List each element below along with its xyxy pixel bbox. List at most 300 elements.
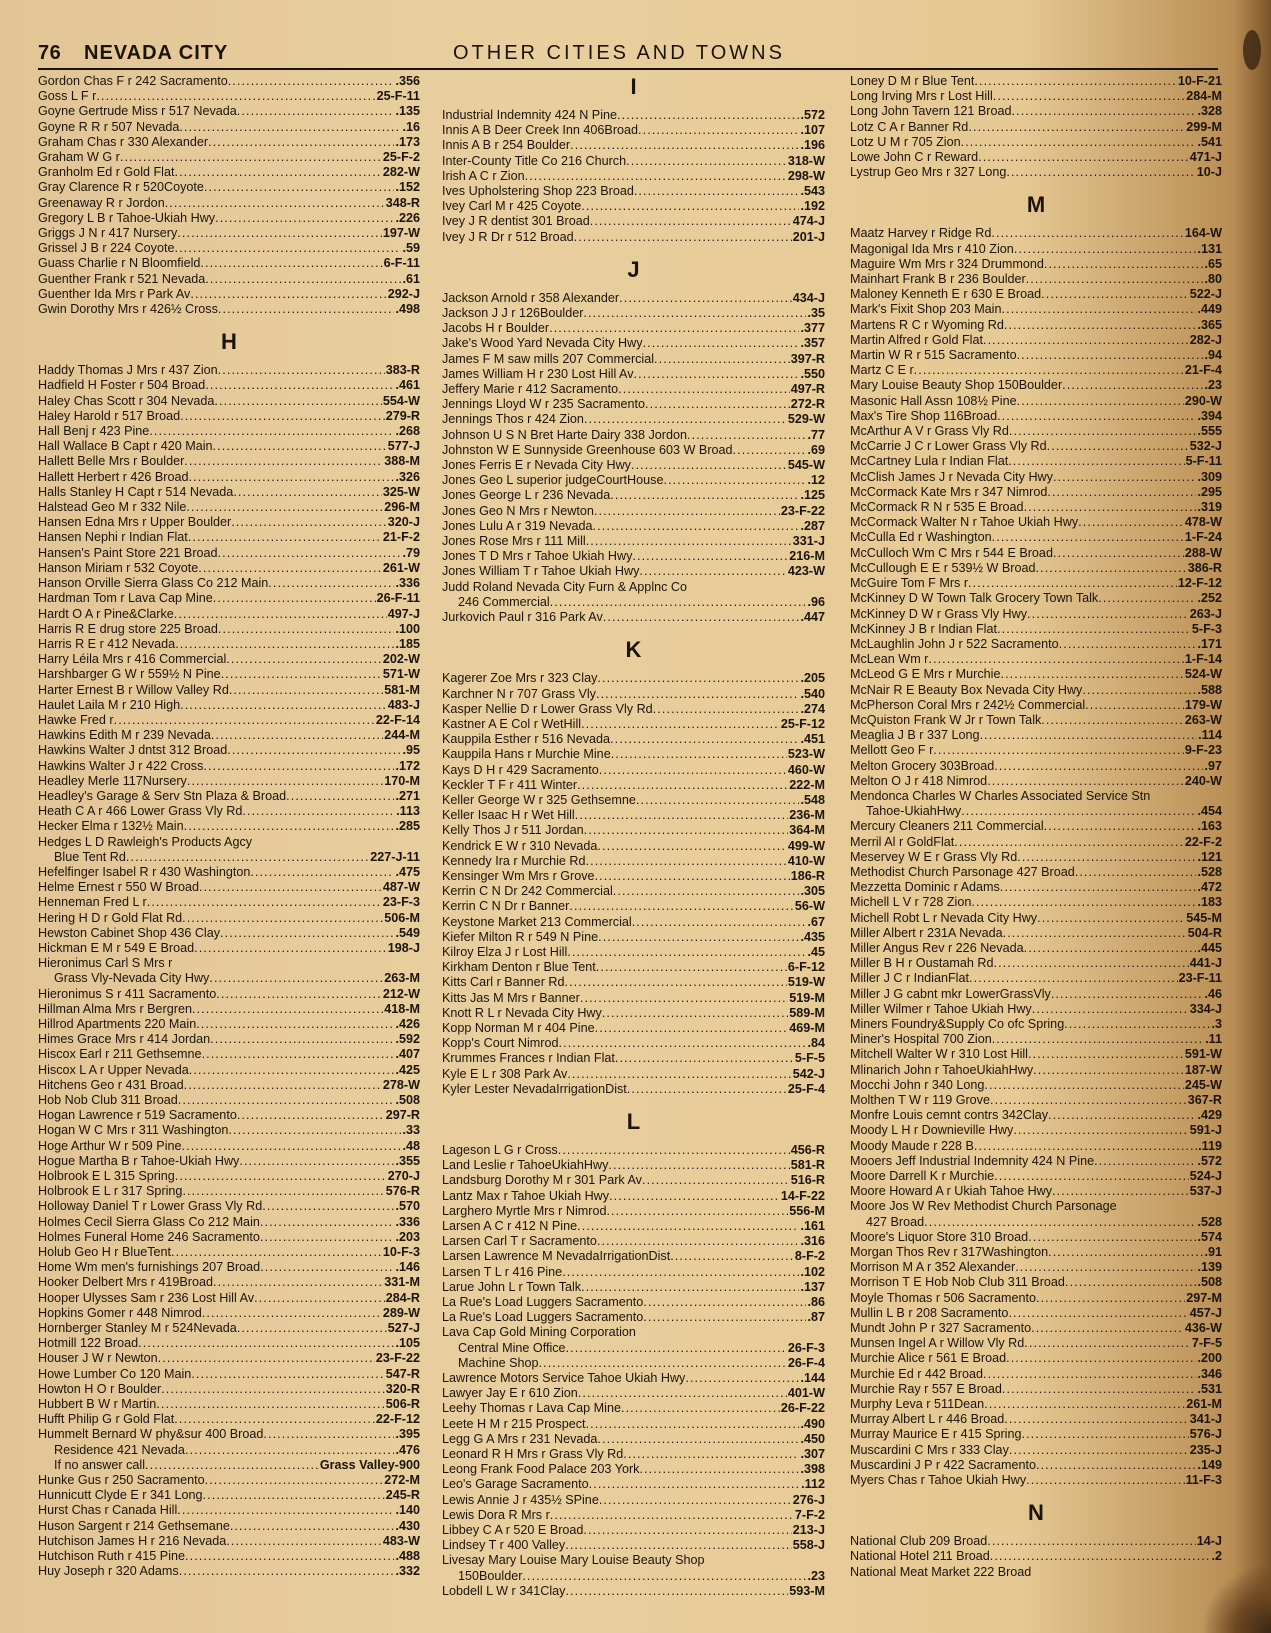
entry-phone: 5-F-3 — [1191, 621, 1222, 636]
dot-leader — [194, 941, 387, 956]
directory-entry — [850, 1154, 1222, 1169]
directory-entry — [442, 428, 825, 443]
dot-leader — [1009, 424, 1197, 439]
directory-entry — [442, 1067, 825, 1082]
directory-entry — [442, 1584, 825, 1599]
directory-entry — [38, 241, 420, 256]
dot-leader — [1065, 1275, 1197, 1290]
dot-leader — [993, 89, 1186, 104]
directory-entry — [850, 576, 1222, 591]
entry-name: Kelly Thos J r 511 Jordan — [442, 823, 584, 838]
directory-entry — [850, 850, 1222, 865]
entry-name: Melton Grocery 303Broad — [850, 758, 995, 773]
page-number: 76 — [38, 42, 62, 64]
entry-name: Goyne R R r 507 Nevada — [38, 119, 180, 134]
entry-name: Innis A B r 254 Boulder — [442, 138, 571, 153]
directory-entry — [442, 1477, 825, 1492]
directory-entry — [38, 1123, 420, 1138]
directory-entry — [442, 534, 825, 549]
entry-name: Moore's Liquor Store 310 Broad — [850, 1229, 1029, 1244]
entry-name: Miller J G cabnt mkr LowerGrassVly — [850, 986, 1051, 1001]
entry-name: Hickman E M r 549 E Broad — [38, 940, 195, 955]
directory-entry — [442, 975, 825, 990]
entry-name: Mercury Cleaners 211 Commercial — [850, 819, 1044, 834]
entry-phone: .79 — [402, 545, 420, 560]
directory-entry — [38, 1032, 420, 1047]
entry-phone: 545-M — [1186, 910, 1222, 925]
entry-name: Leo's Garage Sacramento — [442, 1477, 589, 1492]
entry-phone: 26-F-4 — [787, 1355, 825, 1370]
entry-phone: 571-W — [382, 667, 420, 682]
entry-phone: 516-R — [790, 1173, 825, 1188]
directory-entry — [38, 135, 420, 150]
entry-name: Hunke Gus r 250 Sacramento — [38, 1473, 205, 1488]
dot-leader — [1024, 500, 1197, 515]
directory-entry — [850, 1139, 1222, 1154]
entry-name: Krummes Frances r Indian Flat — [442, 1051, 615, 1066]
entry-name: Gray Clarence R r 520Coyote — [38, 180, 204, 195]
entry-name: Miller Wilmer r Tahoe Ukiah Hwy — [850, 1001, 1032, 1016]
entry-name: Jacobs H r Boulder — [442, 321, 550, 336]
entry-phone: .336 — [395, 576, 420, 591]
entry-phone: .91 — [1204, 1245, 1222, 1260]
directory-entry — [850, 1245, 1222, 1260]
dot-leader — [597, 839, 787, 854]
entry-phone: 5-F-5 — [794, 1051, 825, 1066]
directory-entry — [850, 789, 1222, 804]
entry-name: Howton H O r Boulder — [38, 1381, 162, 1396]
entry-name: Hanson Orville Sierra Glass Co 212 Main — [38, 576, 269, 591]
directory-entry — [442, 1158, 825, 1173]
entry-phone: 545-W — [787, 458, 825, 473]
entry-phone: 331-M — [384, 1275, 420, 1290]
dot-leader — [1017, 850, 1196, 865]
dot-leader — [237, 1321, 387, 1336]
letter-heading-h: H — [221, 329, 237, 355]
entry-phone: 56-W — [794, 899, 825, 914]
dot-leader — [192, 1002, 383, 1017]
entry-name: Hubbert B W r Martin — [38, 1397, 157, 1412]
entry-name: Lewis Dora R Mrs r — [442, 1507, 550, 1522]
directory-entry — [442, 1569, 825, 1584]
entry-phone: 284-M — [1186, 89, 1222, 104]
dot-leader — [634, 367, 800, 382]
entry-phone: .200 — [1197, 1351, 1222, 1366]
dot-leader — [203, 1488, 385, 1503]
dot-leader — [171, 1245, 382, 1260]
entry-name: Guass Charlie r N Bloomfield — [38, 256, 201, 271]
entry-phone: .550 — [800, 366, 825, 381]
directory-entry — [850, 165, 1222, 180]
directory-entry — [442, 1280, 825, 1295]
entry-name: Kendrick E W r 310 Nevada — [442, 838, 598, 853]
directory-column-2 — [442, 74, 825, 1599]
dot-leader — [643, 336, 800, 351]
entry-phone: 554-W — [382, 393, 420, 408]
entry-phone: 26-F-22 — [780, 1401, 825, 1416]
entry-name: Molthen T W r 119 Grove — [850, 1093, 990, 1107]
directory-entry — [38, 941, 420, 956]
entry-phone: 456-R — [790, 1142, 825, 1157]
entry-phone: 8-F-2 — [794, 1249, 825, 1264]
directory-entry — [442, 1051, 825, 1066]
entry-name: Larsen Carl T r Sacramento — [442, 1234, 597, 1249]
entry-name: Loney D M r Blue Tent — [850, 74, 975, 88]
directory-entry — [850, 1565, 1222, 1580]
entry-phone: .274 — [800, 701, 825, 716]
entry-name: Haulet Laila M r 210 High — [38, 697, 181, 712]
entry-name: Johnson U S N Bret Harte Dairy 338 Jordon — [442, 427, 687, 442]
entry-name: Jones William T r Tahoe Ukiah Hwy — [442, 564, 640, 579]
entry-name: Lystrup Geo Mrs r 327 Long — [850, 165, 1007, 180]
entry-name: Murphy Leva r 511Dean — [850, 1397, 985, 1412]
dot-leader — [229, 683, 383, 698]
dot-leader — [198, 561, 382, 576]
entry-phone: .475 — [395, 864, 420, 879]
entry-phone: 441-J — [1189, 956, 1222, 971]
m-entries — [850, 226, 1222, 1488]
entry-phone: 278-W — [382, 1077, 420, 1092]
entry-name: Murray Maurice E r 415 Spring — [850, 1427, 1022, 1442]
dot-leader — [1085, 698, 1184, 713]
dot-leader — [627, 1082, 787, 1097]
entry-phone: .149 — [1197, 1457, 1222, 1472]
directory-entry — [38, 1503, 420, 1518]
directory-entry — [442, 610, 825, 625]
entry-phone: .285 — [395, 819, 420, 834]
entry-phone: .574 — [1197, 1229, 1222, 1244]
dot-leader — [577, 778, 788, 793]
entry-phone: 290-W — [1184, 393, 1222, 408]
directory-entry — [850, 150, 1222, 165]
entry-name: Kensinger Wm Mrs r Grove — [442, 868, 595, 883]
dot-leader — [994, 1169, 1189, 1184]
entry-name: Johnston W E Sunnyside Greenhouse 603 W Broad — [442, 442, 733, 457]
dot-leader — [227, 743, 401, 758]
dot-leader — [237, 1108, 385, 1123]
directory-entry — [850, 257, 1222, 272]
entry-phone: 263-M — [384, 971, 420, 986]
directory-entry — [850, 454, 1222, 469]
dot-leader — [990, 1549, 1211, 1564]
entry-name: 427 Broad — [866, 1214, 925, 1229]
entry-name: McKinney J B r Indian Flat — [850, 621, 997, 636]
directory-entry — [38, 759, 420, 774]
dot-leader — [1047, 485, 1196, 500]
entry-phone: 297-R — [385, 1108, 420, 1123]
dot-leader — [990, 1093, 1187, 1108]
entry-phone: 519-W — [787, 975, 825, 990]
directory-entry — [442, 443, 825, 458]
dot-leader — [220, 926, 394, 941]
entry-phone: 506-M — [384, 910, 420, 925]
entry-phone: .172 — [395, 758, 420, 773]
entry-name: Mary Louise Beauty Shop 150Boulder — [850, 378, 1063, 393]
directory-entry — [442, 991, 825, 1006]
entry-phone: 383-R — [385, 363, 420, 378]
directory-entry — [850, 774, 1222, 789]
directory-entry — [38, 409, 420, 424]
entry-name: 150Boulder — [458, 1568, 523, 1583]
directory-entry — [38, 1078, 420, 1093]
letter-heading-n: N — [1028, 1500, 1044, 1526]
directory-entry — [38, 256, 420, 271]
entry-phone: 6-F-12 — [787, 960, 825, 975]
dot-leader — [595, 869, 790, 884]
entry-name: Grissel J B r 224 Coyote — [38, 241, 175, 256]
entry-phone: .365 — [1197, 317, 1222, 332]
dot-leader — [1048, 1245, 1203, 1260]
entry-name: Hooker Delbert Mrs r 419Broad — [38, 1275, 213, 1290]
entry-phone: .46 — [1204, 986, 1222, 1001]
entry-phone: 25-F-2 — [382, 150, 420, 165]
directory-entry — [850, 242, 1222, 257]
entry-name: Myers Chas r Tahoe Ukiah Hwy — [850, 1473, 1027, 1488]
dot-leader — [1053, 470, 1197, 485]
dot-leader — [185, 1549, 394, 1564]
dot-leader — [626, 154, 787, 169]
directory-entry — [850, 728, 1222, 743]
directory-entry — [38, 454, 420, 469]
dot-leader — [1000, 880, 1197, 895]
entry-name: McClish James J r Nevada City Hwy — [850, 469, 1053, 484]
entry-name: Kagerer Zoe Mrs r 323 Clay — [442, 671, 598, 686]
dot-leader — [1031, 1321, 1184, 1336]
dot-leader — [230, 1519, 395, 1534]
entry-name: Martz C E r — [850, 363, 914, 378]
directory-entry — [442, 1371, 825, 1386]
entry-name: Mellott Geo F r — [850, 743, 934, 758]
entry-name: Ivey J R Dr r 512 Broad — [442, 229, 574, 244]
entry-name: Hufft Philip G r Gold Flat — [38, 1412, 175, 1427]
directory-entry — [38, 804, 420, 819]
dot-leader — [145, 1458, 319, 1473]
dot-leader — [550, 595, 807, 610]
directory-entry — [442, 1021, 825, 1036]
entry-name: Gwin Dorothy Mrs r 426½ Cross — [38, 302, 218, 317]
entry-name: Keystone Market 213 Commercial — [442, 914, 632, 929]
directory-entry — [850, 926, 1222, 941]
entry-name: McCartney Lula r Indian Flat — [850, 454, 1009, 469]
dot-leader — [969, 971, 1178, 986]
entry-name: Meservey W E r Grass Vly Rd — [850, 849, 1018, 864]
entry-name: Judd Roland Nevada City Furn & Applnc Co — [442, 579, 688, 594]
entry-name: Harter Ernest B r Willow Valley Rd — [38, 682, 229, 697]
entry-phone: 297-M — [1186, 1290, 1222, 1305]
letter-heading-i: I — [630, 74, 637, 99]
dot-leader — [983, 1367, 1196, 1382]
entry-phone: 216-M — [789, 549, 825, 564]
entry-name: McPherson Coral Mrs r 242½ Commercial — [850, 697, 1086, 712]
entry-name: Jones Lulu A r 319 Nevada — [442, 518, 593, 533]
dot-leader — [598, 930, 799, 945]
dot-leader — [578, 1386, 787, 1401]
entry-name: Jones Geo L superior judgeCourtHouse — [442, 473, 664, 488]
directory-entry — [38, 774, 420, 789]
entry-name: Knott R L r Nevada City Hwy — [442, 1005, 602, 1020]
entry-name: Moody Maude r 228 B — [850, 1138, 974, 1153]
dot-leader — [1036, 561, 1187, 576]
dot-leader — [602, 1006, 788, 1021]
directory-entry — [38, 1427, 420, 1442]
entry-phone: .447 — [800, 610, 825, 625]
entry-phone: .570 — [395, 1199, 420, 1214]
entry-name: Harris R E r 412 Nevada — [38, 636, 176, 651]
dot-leader — [1002, 1382, 1197, 1397]
directory-entry — [38, 1336, 420, 1351]
dot-leader — [653, 702, 800, 717]
entry-name: Kauppila Esther r 516 Nevada — [442, 732, 611, 747]
dot-leader — [581, 199, 799, 214]
entry-phone: .23 — [807, 1568, 825, 1583]
dot-leader — [231, 515, 387, 530]
dot-leader — [1048, 1108, 1196, 1123]
entry-name: Karchner N r 707 Grass Vly — [442, 686, 596, 701]
directory-entry — [38, 667, 420, 682]
dot-leader — [1009, 1443, 1189, 1458]
dot-leader — [586, 534, 792, 549]
dot-leader — [580, 991, 788, 1006]
entry-name: Martin Alfred r Gold Flat — [850, 332, 983, 347]
directory-entry — [850, 607, 1222, 622]
entry-phone: .454 — [1197, 804, 1222, 819]
entry-phone: 299-M — [1186, 119, 1222, 134]
entry-phone: .508 — [1197, 1275, 1222, 1290]
directory-entry — [38, 1473, 420, 1488]
entry-name: Hiscox L A r Upper Nevada — [38, 1062, 189, 1077]
entry-name: Graham Chas r 330 Alexander — [38, 134, 209, 149]
directory-entry — [442, 1249, 825, 1264]
entry-name: Holmes Funeral Home 246 Sacramento — [38, 1229, 260, 1244]
directory-entry — [442, 488, 825, 503]
entry-phone: .472 — [1197, 880, 1222, 895]
entry-name: Mullin L B r 208 Sacramento — [850, 1305, 1009, 1320]
dot-leader — [550, 1508, 794, 1523]
entry-phone: 170-M — [384, 773, 420, 788]
dot-leader — [218, 363, 385, 378]
dot-leader — [654, 352, 790, 367]
entry-name: Mendonca Charles W Charles Associated Service Stn — [850, 788, 1151, 803]
entry-name: Moody L H r Downieville Hwy — [850, 1123, 1014, 1138]
directory-entry — [38, 165, 420, 180]
directory-entry — [850, 1047, 1222, 1062]
directory-entry — [38, 196, 420, 211]
dot-leader — [617, 108, 799, 123]
directory-entry — [442, 123, 825, 138]
dot-leader — [609, 1189, 780, 1204]
dot-leader — [260, 1260, 394, 1275]
entry-phone: 263-W — [1184, 712, 1222, 727]
directory-entry — [38, 424, 420, 439]
dot-leader — [974, 74, 1177, 89]
directory-entry — [38, 150, 420, 165]
dot-leader — [997, 622, 1191, 637]
dot-leader — [597, 671, 799, 686]
dot-leader — [138, 1336, 394, 1351]
dot-leader — [984, 1078, 1183, 1093]
entry-phone: 272-R — [790, 397, 825, 412]
entry-phone: 457-J — [1189, 1305, 1222, 1320]
entry-phone: .59 — [402, 241, 420, 256]
directory-entry — [442, 1006, 825, 1021]
dot-leader — [1017, 394, 1184, 409]
dot-leader — [610, 732, 799, 747]
entry-name: Kerrin C N Dr r Banner — [442, 899, 570, 914]
entry-phone: 22-F-12 — [375, 1412, 420, 1427]
dot-leader — [968, 576, 1177, 591]
entry-phone: .271 — [395, 788, 420, 803]
dot-leader — [642, 1173, 790, 1188]
entry-name: Hitchens Geo r 431 Broad — [38, 1077, 184, 1092]
entry-phone: 532-J — [1189, 439, 1222, 454]
dot-leader — [583, 1523, 791, 1538]
entry-name: Morgan Thos Rev r 317Washington — [850, 1245, 1049, 1260]
directory-entry — [442, 1432, 825, 1447]
dot-leader — [1037, 911, 1185, 926]
dot-leader — [593, 519, 800, 534]
entry-phone: 499-W — [787, 838, 825, 853]
entry-name: Jones Ferris E r Nevada City Hwy — [442, 458, 631, 473]
directory-entry — [850, 865, 1222, 880]
dot-leader — [1017, 348, 1204, 363]
directory-entry — [850, 652, 1222, 667]
j-entries — [442, 291, 825, 625]
entry-name: Maguire Wm Mrs r 324 Drummond — [850, 256, 1044, 271]
entry-name: Kasper Nellie D r Lower Grass Vly Rd — [442, 701, 653, 716]
entry-phone: .332 — [395, 1564, 420, 1579]
section-title: OTHER CITIES AND TOWNS — [453, 42, 785, 64]
entry-name: Kauppila Hans r Murchie Mine — [442, 747, 611, 762]
entry-name: Hurst Chas r Canada Hill — [38, 1503, 178, 1518]
entry-name: Moore Darrell K r Murchie — [850, 1169, 995, 1184]
page-header — [38, 40, 1218, 70]
entry-name: La Rue's Load Luggers Sacramento — [442, 1310, 644, 1325]
directory-entry — [442, 1082, 825, 1097]
directory-entry — [850, 546, 1222, 561]
dot-leader — [611, 747, 787, 762]
directory-entry — [442, 564, 825, 579]
dot-leader — [994, 759, 1203, 774]
torn-corner — [1201, 1563, 1271, 1633]
entry-phone: 1-F-14 — [1184, 652, 1222, 667]
dot-leader — [218, 546, 402, 561]
directory-entry — [442, 138, 825, 153]
entry-name: Blue Tent Rd — [54, 849, 126, 864]
entry-phone: .61 — [402, 271, 420, 286]
entry-phone: .107 — [800, 123, 825, 138]
entry-phone: .196 — [800, 138, 825, 153]
dot-leader — [525, 169, 787, 184]
entry-name: Miner's Hospital 700 Zion — [850, 1032, 992, 1047]
entry-phone: 213-J — [792, 1523, 825, 1538]
entry-phone: 320-J — [387, 515, 420, 530]
entry-phone: 23-F-3 — [382, 895, 420, 910]
directory-entry — [38, 1063, 420, 1078]
dot-leader — [233, 485, 382, 500]
entry-name: Lageson L G r Cross — [442, 1142, 558, 1157]
entry-name: Central Mine Office — [458, 1340, 566, 1355]
dot-leader — [596, 960, 787, 975]
entry-name: Leete H M r 215 Prospect — [442, 1416, 586, 1431]
entry-phone: 282-J — [1189, 332, 1222, 347]
dot-leader — [577, 1219, 799, 1234]
dot-leader — [213, 1275, 383, 1290]
entry-name: Mezzetta Dominic r Adams — [850, 880, 1000, 895]
directory-entry — [442, 580, 825, 595]
dot-leader — [250, 865, 394, 880]
directory-entry — [442, 108, 825, 123]
dot-leader — [180, 698, 387, 713]
